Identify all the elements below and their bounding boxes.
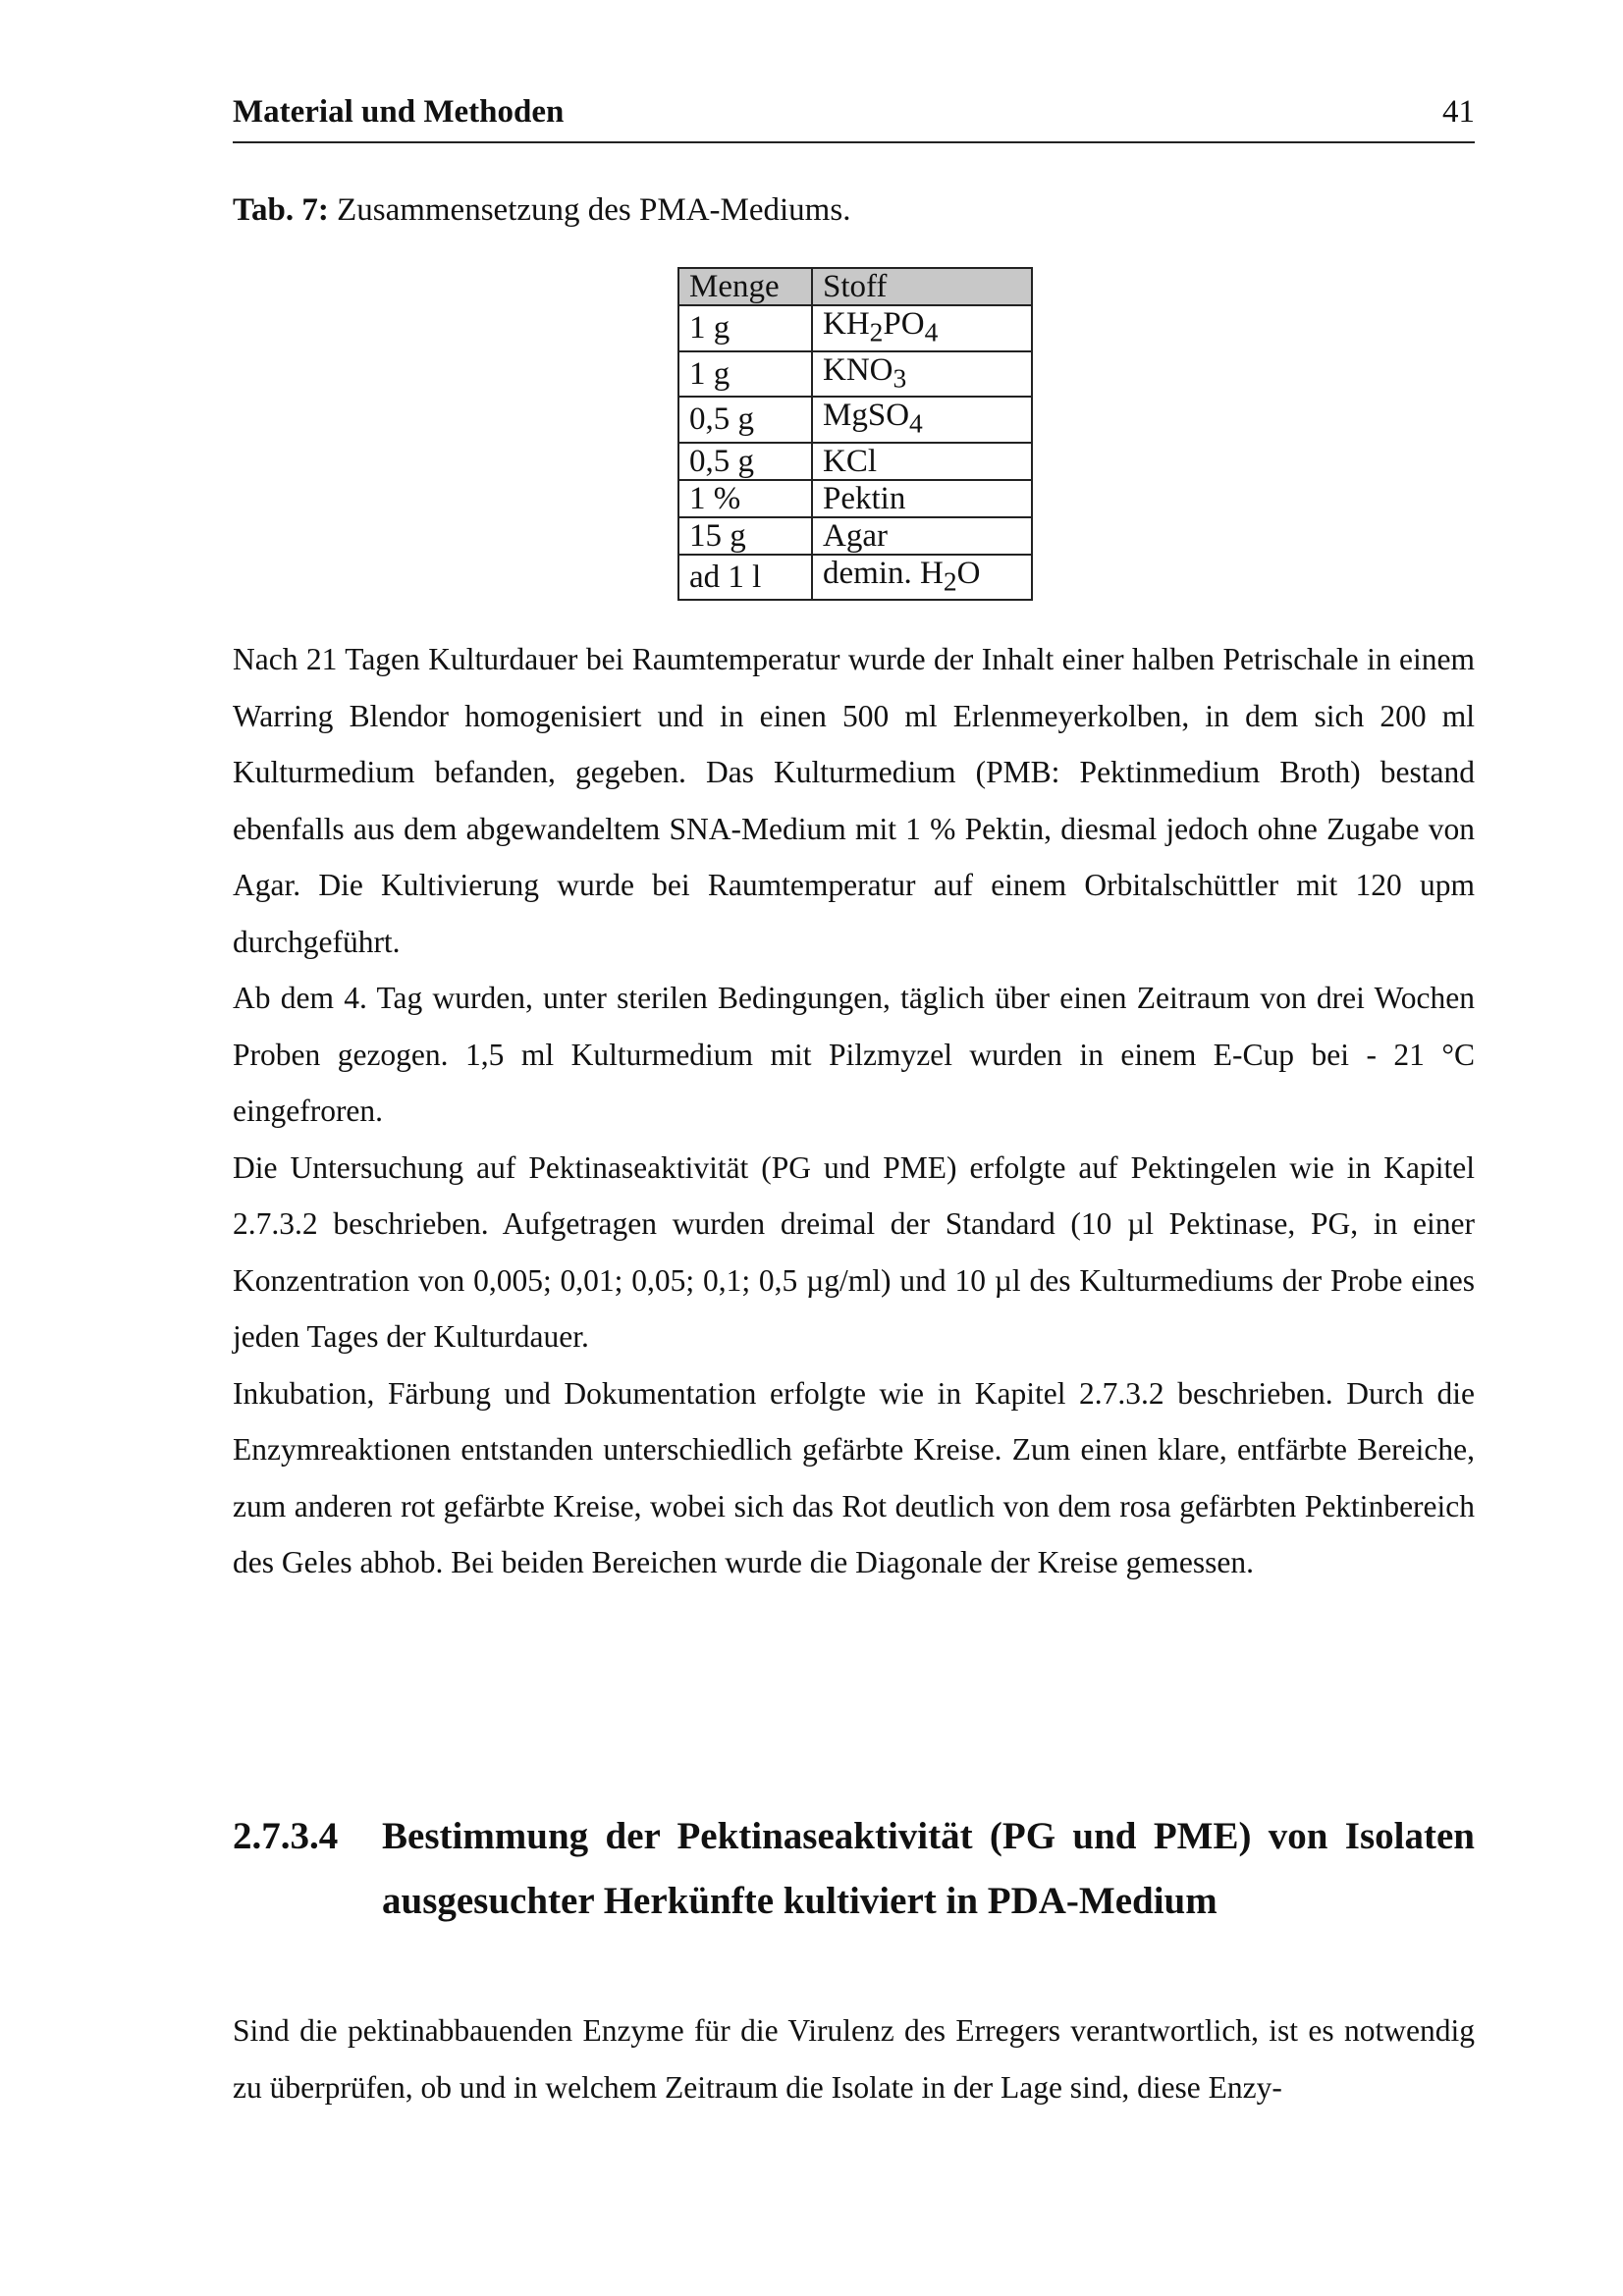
section-number: 2.7.3.4 <box>233 1815 339 1857</box>
amount-cell: 1 g <box>678 351 812 398</box>
table-row <box>678 480 1032 517</box>
substance-cell <box>812 397 1032 443</box>
substance-cell: KCl <box>812 443 1032 480</box>
substance-cell <box>812 351 1032 398</box>
amount-cell: 15 g <box>678 517 812 555</box>
page-number: 41 <box>1442 94 1475 130</box>
table-row <box>678 555 1032 601</box>
formula-subscript: 3 <box>893 362 907 394</box>
formula-subscript: 2 <box>869 316 884 347</box>
composition-table <box>677 267 1033 601</box>
amount-cell: 1 g <box>678 305 812 351</box>
paragraph: Inkubation, Färbung und Dokumentation erfolgte wie in Kapitel 2.7.3.2 beschrieben. Durch die Enzymreaktionen entstanden unterschiedlich gefärbte Kreise. Zum einen klare, entfärbte Bereiche, zum anderen rot gefärbte Kreise, wobei sich das Rot deutlich von dem rosa gefärbten Pektinbereich des Geles abhob. Bei beiden Bereichen wurde die Diagonale der Kreise gemessen. <box>233 1375 1475 1579</box>
table-header-row <box>678 268 1032 305</box>
formula-subscript: 4 <box>924 316 939 347</box>
table-row <box>678 443 1032 480</box>
column-header-substance: Stoff <box>812 268 1032 305</box>
paragraph: Nach 21 Tagen Kulturdauer bei Raumtemperatur wurde der Inhalt einer halben Petrischale in einem Warring Blendor homogenisiert und in einen 500 ml Erlenmeyerkolben, in dem sich 200 ml Kulturmedium befanden, gegeben. Das Kulturmedium (PMB: Pektinmedium Broth) bestand ebenfalls aus dem abgewandeltem SNA-Medium mit 1 % Pektin, diesmal jedoch ohne Zugabe von Agar. Die Kultivierung wurde bei Raumtemperatur auf einem Orbitalschüttler mit 120 upm durchgeführt. <box>233 642 1475 959</box>
table-caption-text: Zusammensetzung des PMA-Mediums. <box>328 192 851 228</box>
paragraph: Ab dem 4. Tag wurden, unter sterilen Bedingungen, täglich über einen Zeitraum von drei Wochen Proben gezogen. 1,5 ml Kulturmedium mit Pilzmyzel wurden in einem E-Cup bei - 21 °C eingefroren. <box>233 981 1475 1128</box>
amount-cell: ad 1 l <box>678 555 812 601</box>
paragraph: Sind die pektinabbauenden Enzyme für die Virulenz des Erregers verantwortlich, ist es notwendig zu überprüfen, ob und in welchem Zeitraum die Isolate in der Lage sind, diese Enzy- <box>233 2013 1475 2105</box>
formula-text: KH <box>823 306 870 342</box>
substance-cell: Agar <box>812 517 1032 555</box>
section-text <box>233 2002 1475 2115</box>
table-row <box>678 397 1032 443</box>
methods-text <box>233 631 1475 1591</box>
table-row <box>678 305 1032 351</box>
amount-cell: 0,5 g <box>678 443 812 480</box>
running-title: Material und Methoden <box>233 94 565 130</box>
formula-text: PO <box>883 306 925 342</box>
substance-cell <box>812 305 1032 351</box>
formula-subscript: 4 <box>909 407 923 439</box>
amount-cell: 0,5 g <box>678 397 812 443</box>
substance-cell <box>812 555 1032 601</box>
formula-subscript: 2 <box>943 565 957 597</box>
formula-text: O <box>956 555 981 591</box>
table-row <box>678 351 1032 398</box>
table-caption <box>233 192 850 229</box>
paragraph: Die Untersuchung auf Pektinaseaktivität (PG und PME) erfolgte auf Pektingelen wie in Kapitel 2.7.3.2 beschrieben. Aufgetragen wurden dreimal der Standard (10 µl Pektinase, PG, in einer Konzentration von 0,005; 0,01; 0,05; 0,1; 0,5 µg/ml) und 10 µl des Kulturmediums der Probe eines jeden Tages der Kulturdauer. <box>233 1149 1475 1354</box>
section-title: Bestimmung der Pektinaseaktivität (PG und PME) von Isolaten ausgesuchter Herkünfte kultiviert in PDA-Medium <box>382 1815 1475 1922</box>
page-header <box>233 90 1475 143</box>
formula-text: MgSO <box>823 398 910 434</box>
table-row <box>678 517 1032 555</box>
table-caption-label: Tab. 7: <box>233 192 329 228</box>
formula-text: demin. H <box>823 555 944 591</box>
amount-cell: 1 % <box>678 480 812 517</box>
formula-text: KNO <box>823 351 893 388</box>
substance-cell: Pektin <box>812 480 1032 517</box>
column-header-amount: Menge <box>678 268 812 305</box>
